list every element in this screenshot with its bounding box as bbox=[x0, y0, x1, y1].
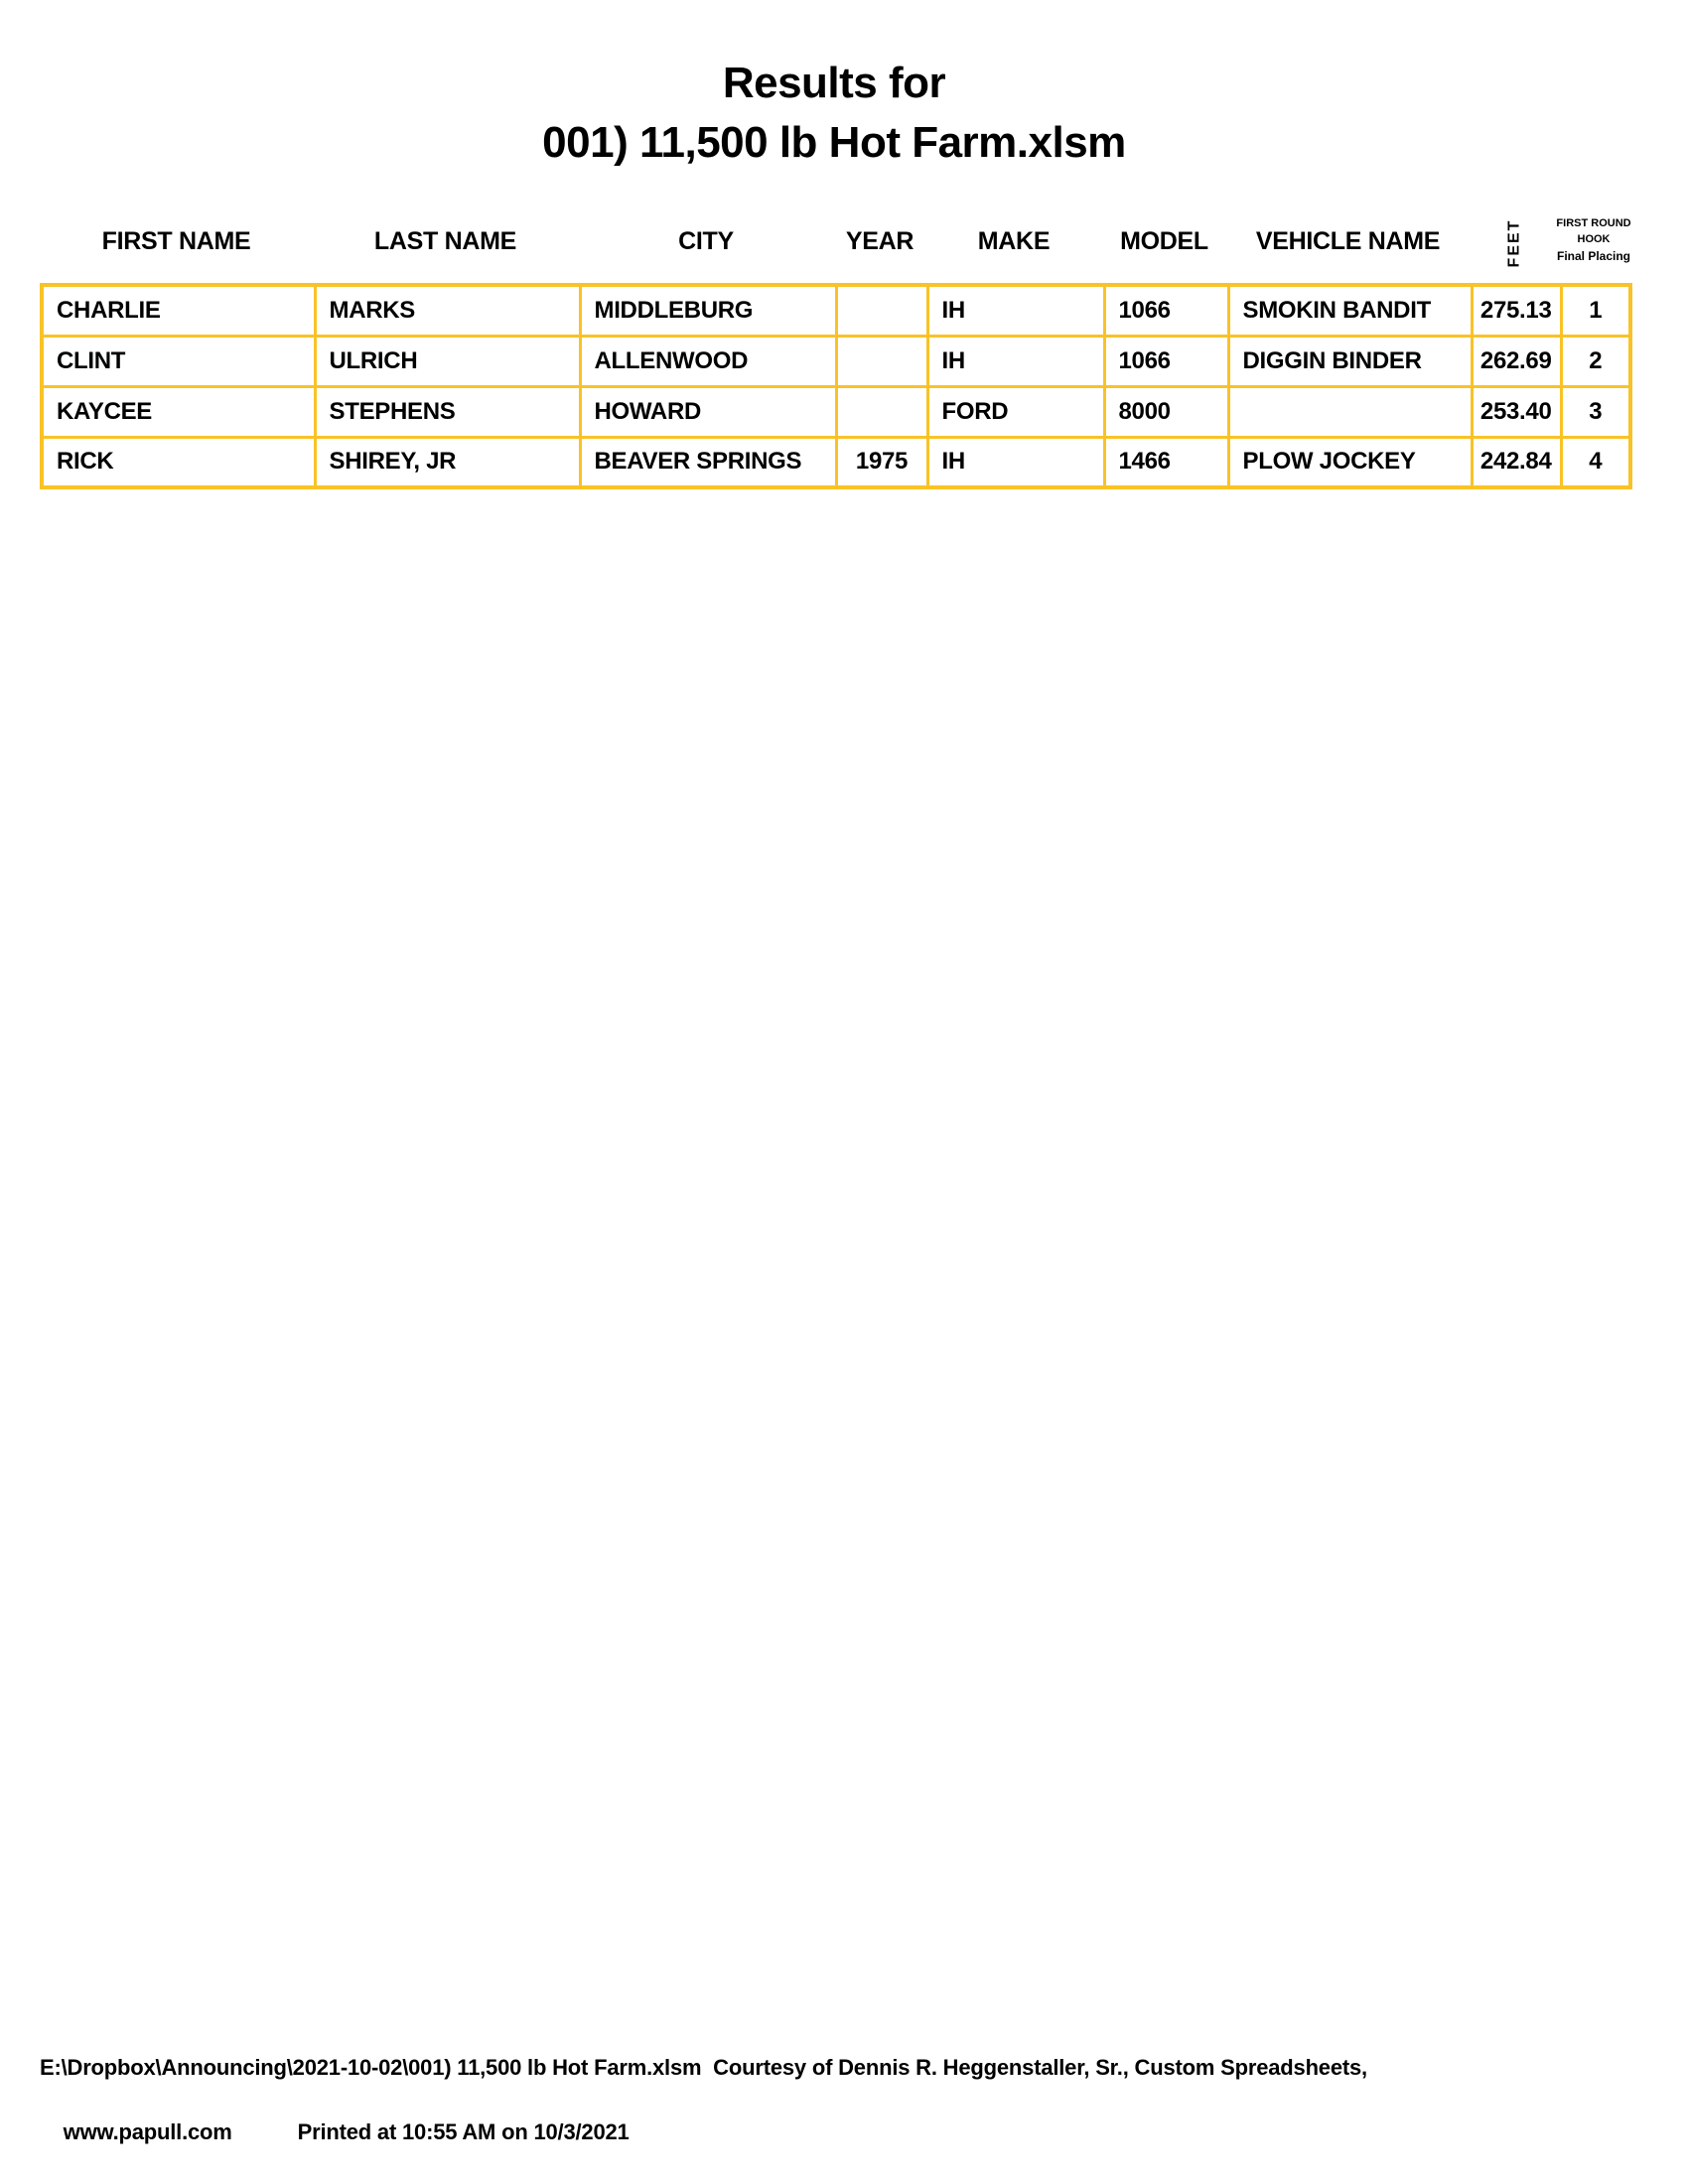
cell-last-name: STEPHENS bbox=[315, 386, 580, 437]
cell-vehicle-name bbox=[1228, 386, 1472, 437]
cell-vehicle-name: SMOKIN BANDIT bbox=[1228, 285, 1472, 336]
cell-final-placing: 4 bbox=[1561, 437, 1630, 487]
cell-year bbox=[836, 285, 927, 336]
col-header-make: MAKE bbox=[977, 227, 1051, 255]
cell-vehicle-name: DIGGIN BINDER bbox=[1228, 336, 1472, 386]
col-header-year: YEAR bbox=[845, 227, 914, 255]
cell-feet: 253.40 bbox=[1472, 386, 1561, 437]
cell-feet: 262.69 bbox=[1472, 336, 1561, 386]
col-header-first-name: FIRST NAME bbox=[101, 227, 251, 255]
cell-final-placing: 3 bbox=[1561, 386, 1630, 437]
cell-final-placing: 1 bbox=[1561, 285, 1630, 336]
cell-first-name: KAYCEE bbox=[42, 386, 315, 437]
title-line-1: Results for bbox=[722, 59, 946, 107]
cell-final-placing: 2 bbox=[1561, 336, 1630, 386]
hook-header-line-2: HOOK bbox=[1577, 233, 1611, 245]
page-title bbox=[40, 54, 1628, 173]
table-row bbox=[42, 285, 1630, 336]
col-header-city: CITY bbox=[678, 227, 734, 255]
results-table-body bbox=[42, 285, 1630, 487]
cell-city: MIDDLEBURG bbox=[580, 285, 836, 336]
cell-vehicle-name: PLOW JOCKEY bbox=[1228, 437, 1472, 487]
cell-first-name: RICK bbox=[42, 437, 315, 487]
col-header-model: MODEL bbox=[1120, 227, 1208, 255]
cell-make: FORD bbox=[927, 386, 1104, 437]
cell-last-name: SHIREY, JR bbox=[315, 437, 580, 487]
cell-year bbox=[836, 386, 927, 437]
cell-make: IH bbox=[927, 336, 1104, 386]
cell-last-name: MARKS bbox=[315, 285, 580, 336]
col-header-feet bbox=[1470, 203, 1559, 274]
results-table bbox=[40, 283, 1632, 489]
cell-feet: 242.84 bbox=[1472, 437, 1561, 487]
cell-model: 8000 bbox=[1104, 386, 1228, 437]
footer-printed-timestamp: Printed at 10:55 AM on 10/3/2021 bbox=[297, 2119, 630, 2144]
cell-city: BEAVER SPRINGS bbox=[580, 437, 836, 487]
cell-make: IH bbox=[927, 437, 1104, 487]
table-row bbox=[42, 437, 1630, 487]
col-header-first-round-hook bbox=[1556, 203, 1631, 274]
cell-make: IH bbox=[927, 285, 1104, 336]
footer-website: www.papull.com bbox=[63, 2119, 232, 2144]
cell-year bbox=[836, 336, 927, 386]
cell-city: HOWARD bbox=[580, 386, 836, 437]
cell-last-name: ULRICH bbox=[315, 336, 580, 386]
table-header-row bbox=[40, 203, 1631, 274]
cell-model: 1466 bbox=[1104, 437, 1228, 487]
cell-model: 1066 bbox=[1104, 336, 1228, 386]
cell-first-name: CHARLIE bbox=[42, 285, 315, 336]
hook-header-line-3: Final Placing bbox=[1557, 249, 1631, 263]
col-header-last-name: LAST NAME bbox=[373, 227, 517, 255]
cell-city: ALLENWOOD bbox=[580, 336, 836, 386]
table-row bbox=[42, 336, 1630, 386]
footer-file-path: E:\Dropbox\Announcing\2021-10-02\001) 11,500 lb Hot Farm.xlsm Courtesy of Dennis R. Heggenstaller, Sr., Custom Spreadsheets, bbox=[40, 2055, 1367, 2080]
cell-year: 1975 bbox=[836, 437, 927, 487]
title-line-2: 001) 11,500 lb Hot Farm.xlsm bbox=[542, 118, 1126, 167]
cell-model: 1066 bbox=[1104, 285, 1228, 336]
feet-vertical-label: FEET bbox=[1504, 218, 1522, 268]
cell-feet: 275.13 bbox=[1472, 285, 1561, 336]
hook-header-line-1: FIRST ROUND bbox=[1556, 217, 1631, 229]
cell-first-name: CLINT bbox=[42, 336, 315, 386]
footer-line-2 bbox=[40, 2094, 630, 2171]
col-header-vehicle-name: VEHICLE NAME bbox=[1255, 227, 1441, 255]
table-row bbox=[42, 386, 1630, 437]
